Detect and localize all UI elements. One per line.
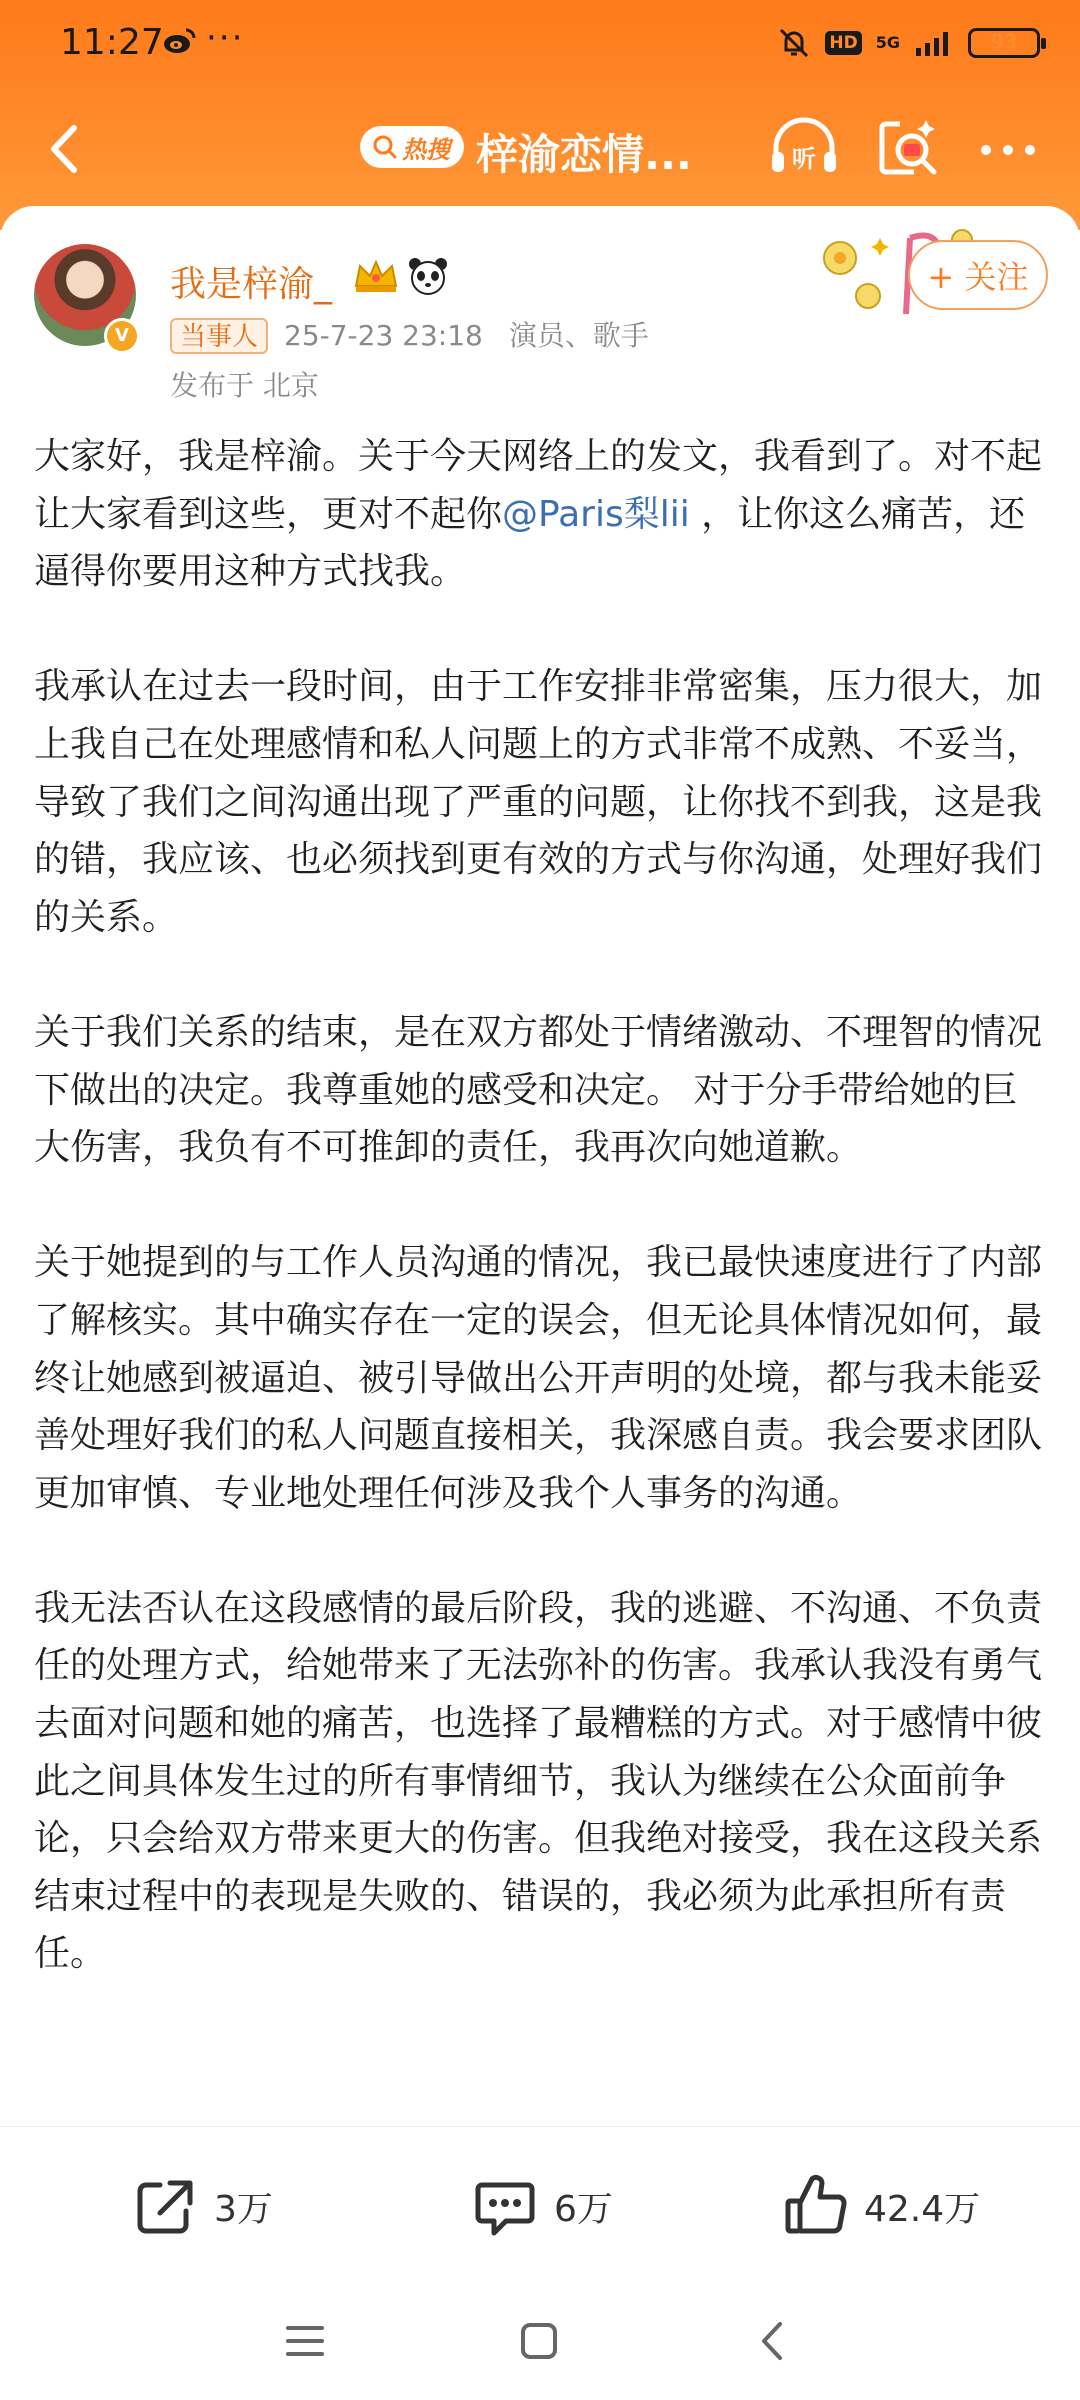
follow-button[interactable]: + 关注 [908,240,1048,310]
panda-icon [406,254,450,298]
back-icon[interactable] [748,2316,798,2366]
more-icon[interactable] [970,112,1046,188]
listen-icon[interactable] [766,112,842,188]
page-title: 梓渝恋情... [476,130,692,179]
signal-icon [914,28,954,58]
home-icon[interactable] [514,2316,564,2366]
hd-badge: HD [825,31,861,55]
post-card [0,206,1080,2126]
listen-label: 听 [792,145,816,173]
post-paragraph: 我承认在过去一段时间，由于工作安排非常密集，压力很大，加上我自己在处理感情和私人问题上的方式非常不成熟、不妥当，导致了我们之间沟通出现了严重的问题，让你找不到我，这是我的错，我应该、也必须找到更有效的方式与你沟通，处理好我们的关系。 [34,666,1043,938]
post-paragraph [34,428,1050,601]
repost-icon [130,2171,200,2241]
role-badge: 当事人 [170,318,268,354]
ai-search-icon[interactable] [870,112,946,188]
post-paragraph: 关于我们关系的结束，是在双方都处于情绪激动、不理智的情况下做出的决定。我尊重她的感受和决定。 对于分手带给她的巨大伤害，我负有不可推卸的责任，我再次向她道歉。 [34,1011,1043,1169]
header [0,0,1080,230]
post-meta [284,318,675,354]
post-body [34,428,1050,1983]
weibo-icon [162,26,196,56]
status-bar [0,0,1080,92]
post-location: 发布于 北京 [170,369,319,402]
battery-indicator [968,28,1040,58]
hot-search-label: 热搜 [402,135,450,164]
repost-count: 3万 [214,2188,273,2230]
nav-bar [0,92,1080,208]
back-arrow-icon[interactable] [30,114,100,184]
hot-search-icon [372,134,398,160]
status-more: ··· [206,18,245,58]
mute-bell-icon [777,26,811,60]
post-timestamp: 25-7-23 23:18 [284,319,483,352]
hot-search-badge[interactable] [360,126,464,168]
crown-badge-icon [352,256,400,296]
author-tagline: 演员、歌手 [508,319,649,352]
like-icon [780,2171,850,2241]
post-paragraph: 我无法否认在这段感情的最后阶段，我的逃避、不沟通、不负责任的处理方式，给她带来了无法弥补的伤害。我承认我没有勇气去面对问题和她的痛苦，也选择了最糟糕的方式。对于感情中彼此之间具体发生过的所有事情细节，我认为继续在公众面前争论，只会给双方带来更大的伤害。但我绝对接受，我在这段关系结束过程中的表现是失败的、错误的，我必须为此承担所有责任。 [34,1587,1043,1975]
action-bar [0,2126,1080,2283]
comment-button[interactable] [470,2171,613,2241]
post-paragraph: 关于她提到的与工作人员沟通的情况，我已最快速度进行了内部了解核实。其中确实存在一定的误会，但无论具体情况如何，最终让她感到被逼迫、被引导做出公开声明的处境，都与我未能妥善处理好我们的私人问题直接相关，我深感自责。我会要求团队更加审慎、专业地处理任何涉及我个人事务的沟通。 [34,1242,1043,1514]
like-button[interactable] [780,2171,980,2241]
verified-badge-icon: V [104,318,140,354]
author-name[interactable]: 我是梓渝_ [170,264,333,305]
post-text: ，让你这么痛苦，还逼得你要用这种方式找我。 [34,493,1026,593]
like-count: 42.4万 [864,2188,981,2230]
status-right [777,22,1040,64]
status-time: 11:27 [60,22,164,63]
battery-text: 93 [990,30,1018,54]
network-label: 5G [875,33,900,52]
post-text: 大家好，我是梓渝。关于今天网络上的发文，我看到了。对不起让大家看到这些，更对不起你 [34,436,1043,535]
menu-icon[interactable] [280,2316,330,2366]
comment-icon [470,2171,540,2241]
comment-count: 6万 [554,2188,613,2230]
system-nav-bar [0,2282,1080,2400]
mention-link[interactable]: @Paris梨lii [502,493,690,535]
repost-button[interactable] [130,2171,273,2241]
